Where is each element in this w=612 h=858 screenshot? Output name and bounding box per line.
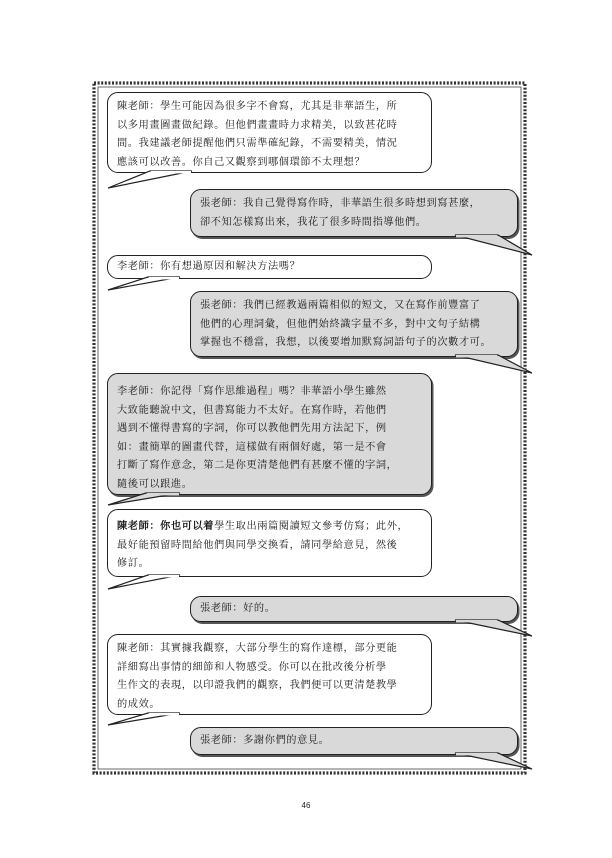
bubble-line: 生作文的表現，以印證我們的觀察，我們便可以更清楚教學 xyxy=(117,680,398,691)
speech-bubble-tail xyxy=(100,569,220,595)
bubble-line: 李老師：你記得「寫作思維過程」嗎？非華語小學生雖然 xyxy=(117,386,387,397)
bubble-line: 陳老師：學生可能因為很多字不會寫，尤其是非華語生，所 xyxy=(117,101,398,112)
speech-bubble-tail xyxy=(440,614,540,642)
bubble-line: 卻不知怎樣寫出來，我花了很多時間指導他們。 xyxy=(200,216,427,228)
bubble-line: 修訂。 xyxy=(117,558,150,569)
bubble-line: 詳細寫出事情的細節和人物感受。你可以在批改後分析學 xyxy=(117,661,387,673)
bubble-line: 以多用畫圖畫做紀錄。但他們畫畫時力求精美，以致甚花時 xyxy=(117,119,398,131)
bubble-line xyxy=(117,517,422,537)
page-number: 46 xyxy=(301,801,311,810)
speech-bubble-chen-3 xyxy=(107,634,432,715)
bubble-line: 李老師：你有想過原因和解決方法嗎？ xyxy=(117,261,301,272)
bubble-line: 如：畫簡單的圖畫代替，這樣做有兩個好處，第一是不會 xyxy=(117,441,387,453)
speech-bubble-tail xyxy=(440,229,540,261)
speech-bubble-tail xyxy=(440,747,540,775)
bubble-line: 張老師：我們已經教過兩篇相似的短文，又在寫作前豐富了 xyxy=(200,300,481,311)
bubble-line: 隨後可以跟進。 xyxy=(117,478,193,490)
bubble-line: 最好能預留時間給他們與同學交換看，請同學給意見，然後 xyxy=(117,539,398,551)
speech-bubble-chen-2 xyxy=(107,509,432,577)
bubble-line: 張老師：多謝你們的意見。 xyxy=(200,735,330,746)
bubble-line: 間。我建議老師提醒他們只需準確紀錄，不需要精美，情況 xyxy=(117,138,398,149)
speech-bubble-zhang-2 xyxy=(190,291,518,357)
speech-bubble-lee-2 xyxy=(107,373,432,495)
bubble-line: 打斷了寫作意念，第二是你更清楚他們有甚麼不懂的字詞， xyxy=(117,460,398,471)
speech-bubble-chen-1 xyxy=(107,92,432,173)
bubble-line: 他們的心理詞彙，但他們始終識字量不多，對中文句子結構 xyxy=(200,318,481,330)
bubble-line: 張老師：好的。 xyxy=(200,603,276,614)
bubble-bold-lead: 陳老師：你也可以着 xyxy=(117,520,215,532)
bubble-line: 遇到不懂得書寫的字詞，你可以教他們先用方法記下，例 xyxy=(117,423,387,434)
bubble-line: 陳老師：其實據我觀察，大部分學生的寫作達標，部分更能 xyxy=(117,643,398,654)
bubble-line: 大致能聽說中文，但書寫能力不太好。在寫作時，若他們 xyxy=(117,404,387,416)
speech-bubble-tail xyxy=(440,349,540,379)
speech-bubble-tail xyxy=(100,487,220,511)
bubble-line: 的成效。 xyxy=(117,698,161,710)
bubble-line: 應該可以改善。你自己又觀察到哪個環節不太理想？ xyxy=(117,156,366,168)
bubble-line-rest: 學生取出兩篇閱讀短文參考仿寫；此外， xyxy=(214,521,409,532)
bubble-line: 掌握也不穩當，我想，以後要增加默寫詞語句子的次數才可。 xyxy=(200,337,492,348)
bubble-line: 張老師：我自己覺得寫作時，非華語生很多時想到寫甚麼， xyxy=(200,198,481,209)
